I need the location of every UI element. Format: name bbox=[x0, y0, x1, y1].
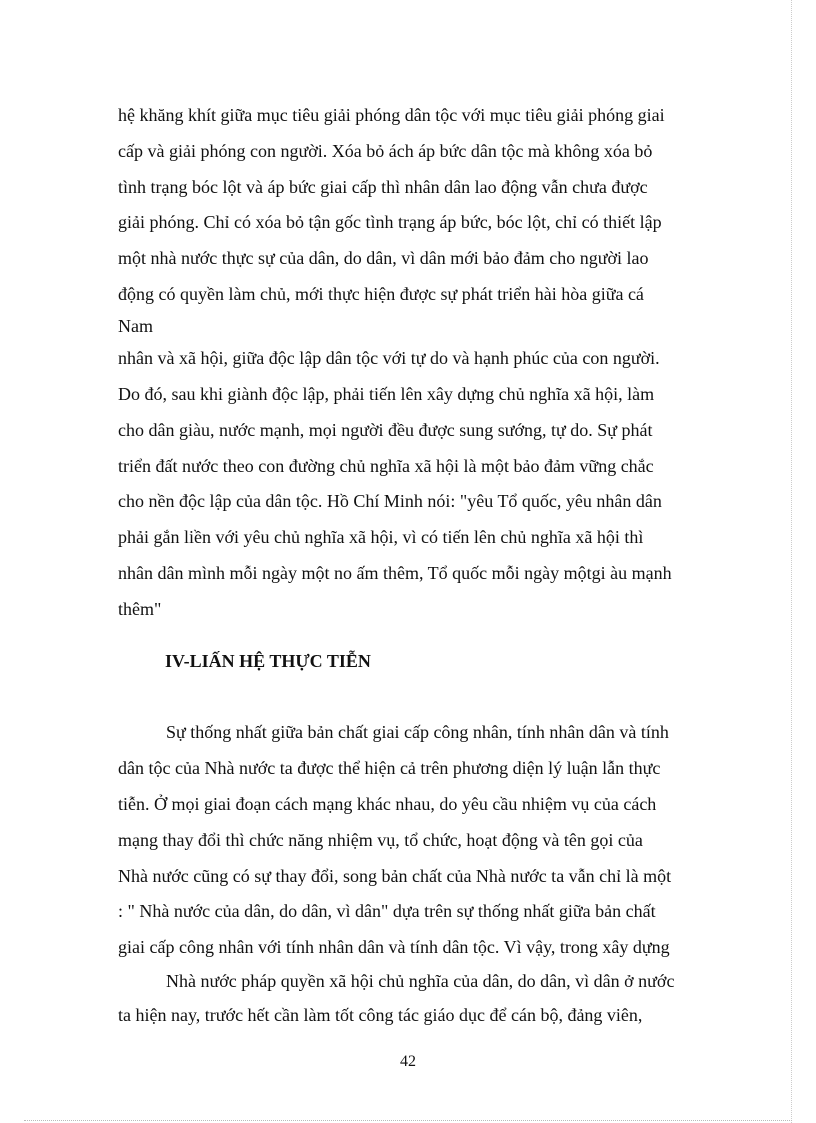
text-line: hệ khăng khít giữa mục tiêu giải phóng dân tộc với mục tiêu giải phóng giai bbox=[118, 105, 665, 125]
text-line: dân tộc của Nhà nước ta được thể hiện cả trên phương diện lý luận lẫn thực bbox=[118, 758, 661, 778]
text-line: Nhà nước cũng có sự thay đổi, song bản chất của Nhà nước ta vẫn chỉ là một bbox=[118, 866, 672, 886]
text-line: triển đất nước theo con đường chủ nghĩa xã hội là một bảo đảm vững chắc bbox=[118, 456, 654, 476]
text-line: nhân và xã hội, giữa độc lập dân tộc với tự do và hạnh phúc của con người. bbox=[118, 348, 660, 368]
text-line: : " Nhà nước của dân, do dân, vì dân" dựa trên sự thống nhất giữa bản chất bbox=[118, 901, 656, 921]
text-line: cho dân giàu, nước mạnh, mọi người đều được sung sướng, tự do. Sự phát bbox=[118, 420, 653, 440]
text-line: Sự thống nhất giữa bản chất giai cấp công nhân, tính nhân dân và tính bbox=[166, 722, 669, 742]
page-border-right bbox=[791, 0, 792, 1123]
text-line: tiễn. Ở mọi giai đoạn cách mạng khác nhau, do yêu cầu nhiệm vụ của cách bbox=[118, 794, 657, 814]
text-line: Nhà nước pháp quyền xã hội chủ nghĩa của dân, do dân, vì dân ở nước bbox=[166, 971, 675, 991]
text-line: giai cấp công nhân với tính nhân dân và tính dân tộc. Vì vậy, trong xây dựng bbox=[118, 937, 670, 957]
text-line: Nam bbox=[118, 316, 153, 336]
section-heading: IV-LIẤN HỆ THỰC TIỄN bbox=[165, 651, 371, 671]
text-line: thêm" bbox=[118, 599, 162, 619]
page-border-bottom bbox=[24, 1120, 792, 1121]
text-line: động có quyền làm chủ, mới thực hiện được sự phát triển hài hòa giữa cá bbox=[118, 284, 644, 304]
text-line: cho nền độc lập của dân tộc. Hồ Chí Minh nói: "yêu Tổ quốc, yêu nhân dân bbox=[118, 491, 662, 511]
text-line: nhân dân mình mỗi ngày một no ấm thêm, Tổ quốc mỗi ngày mộtgi àu mạnh bbox=[118, 563, 672, 583]
text-line: tình trạng bóc lột và áp bức giai cấp thì nhân dân lao động vẫn chưa được bbox=[118, 177, 648, 197]
text-line: phải gắn liền với yêu chủ nghĩa xã hội, vì có tiến lên chủ nghĩa xã hội thì bbox=[118, 527, 644, 547]
text-line: cấp và giải phóng con người. Xóa bỏ ách áp bức dân tộc mà không xóa bỏ bbox=[118, 141, 653, 161]
text-line: giải phóng. Chỉ có xóa bỏ tận gốc tình trạng áp bức, bóc lột, chỉ có thiết lập bbox=[118, 212, 662, 232]
text-line: mạng thay đổi thì chức năng nhiệm vụ, tổ chức, hoạt động và tên gọi của bbox=[118, 830, 643, 850]
text-line: một nhà nước thực sự của dân, do dân, vì dân mới bảo đảm cho người lao bbox=[118, 248, 649, 268]
text-line: Do đó, sau khi giành độc lập, phải tiến lên xây dựng chủ nghĩa xã hội, làm bbox=[118, 384, 655, 404]
page-number: 42 bbox=[400, 1053, 416, 1070]
text-line: ta hiện nay, trước hết cần làm tốt công tác giáo dục để cán bộ, đảng viên, bbox=[118, 1005, 643, 1025]
